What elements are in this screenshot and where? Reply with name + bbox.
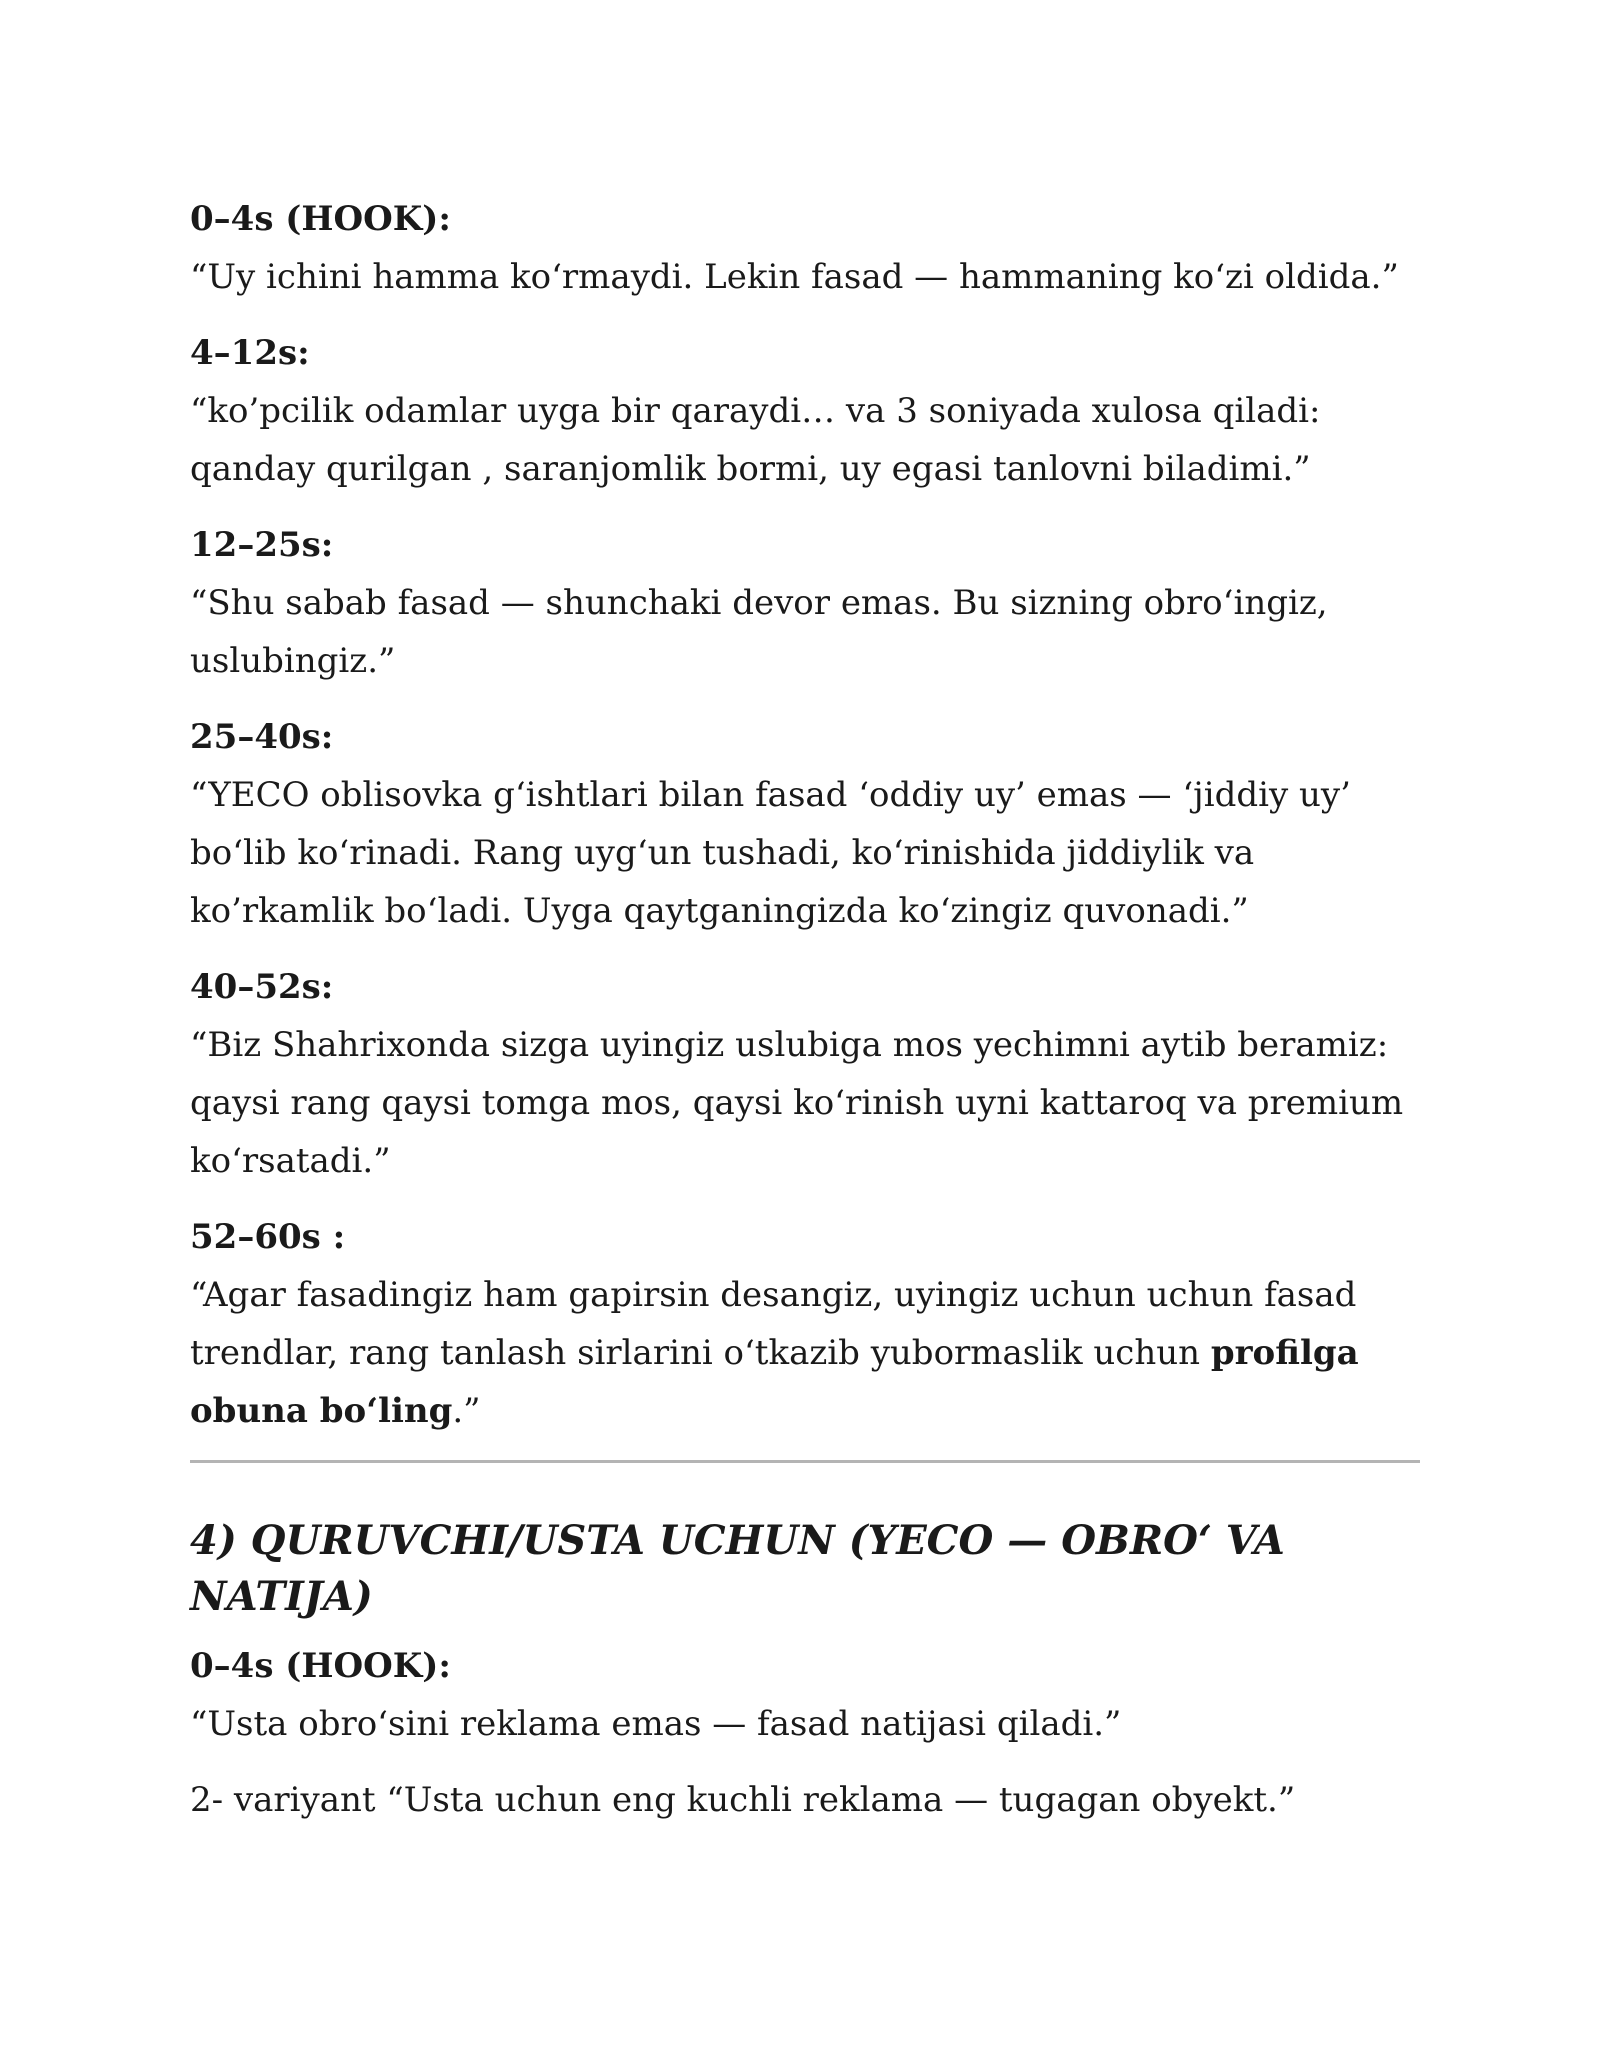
segment-time: 0–4s (HOOK): [190,199,451,239]
segment-text: “Shu sabab fasad — shunchaki devor emas. Bu sizning obro‘ingiz, uslubingiz.” [190,583,1328,681]
segment-time: 0–4s (HOOK): [190,1646,451,1686]
segment-text: “Biz Shahrixonda sizga uyingiz uslubiga mos yechimni aytib beramiz: qaysi rang qaysi tomga mos, qaysi ko‘rinish uyni kattaroq va premium ko‘rsatadi.” [190,1025,1404,1181]
segment-text-end: .” [452,1391,481,1431]
script-segment-4-12 [190,324,1420,498]
segment-time: 4–12s: [190,333,310,373]
segment-text [190,1266,1420,1440]
section-heading: 4) QURUVCHI/USTA UCHUN (YECO — OBRO‘ VA NATIJA) [190,1517,1285,1620]
segment-text-start: “Agar fasadingiz ham gapirsin desangiz, uyingiz uchun uchun fasad trendlar, rang tanlash sirlarini o‘tkazib yubormaslik uchun [190,1275,1357,1373]
script-segment-52-60 [190,1208,1420,1440]
document-page [190,190,1420,1829]
subscribe-call-to-action: profilga obuna bo‘ling [190,1333,1359,1431]
segment-text: “YECO oblisovka g‘ishtlari bilan fasad ‘oddiy uy’ emas — ‘jiddiy uy’ bo‘lib ko‘rinadi. Rang uyg‘un tushadi, ko‘rinishida jiddiylik va ko’rkamlik bo‘ladi. Uyga qaytganingizda ko‘zingiz quvonadi.” [190,775,1351,931]
segment-text: “Usta obro‘sini reklama emas — fasad natijasi qiladi.” [190,1704,1122,1744]
variant-text: 2- variyant “Usta uchun eng kuchli reklama — tugagan obyekt.” [190,1780,1296,1820]
segment-text: “Uy ichini hamma ko‘rmaydi. Lekin fasad — hammaning ko‘zi oldida.” [190,257,1399,297]
script-segment-25-40 [190,708,1420,940]
builder-hook-segment [190,1637,1420,1753]
script-segment-40-52 [190,958,1420,1190]
script-segment-0-4 [190,190,1420,306]
segment-time: 52–60s : [190,1217,346,1257]
segment-time: 25–40s: [190,717,334,757]
script-segment-12-25 [190,516,1420,690]
segment-time: 12–25s: [190,525,334,565]
section-divider [190,1460,1420,1463]
segment-time: 40–52s: [190,967,334,1007]
segment-text: “ko’pcilik odamlar uyga bir qaraydi… va 3 soniyada xulosa qiladi: qanday qurilgan , saranjomlik bormi, uy egasi tanlovni biladimi.” [190,391,1321,489]
